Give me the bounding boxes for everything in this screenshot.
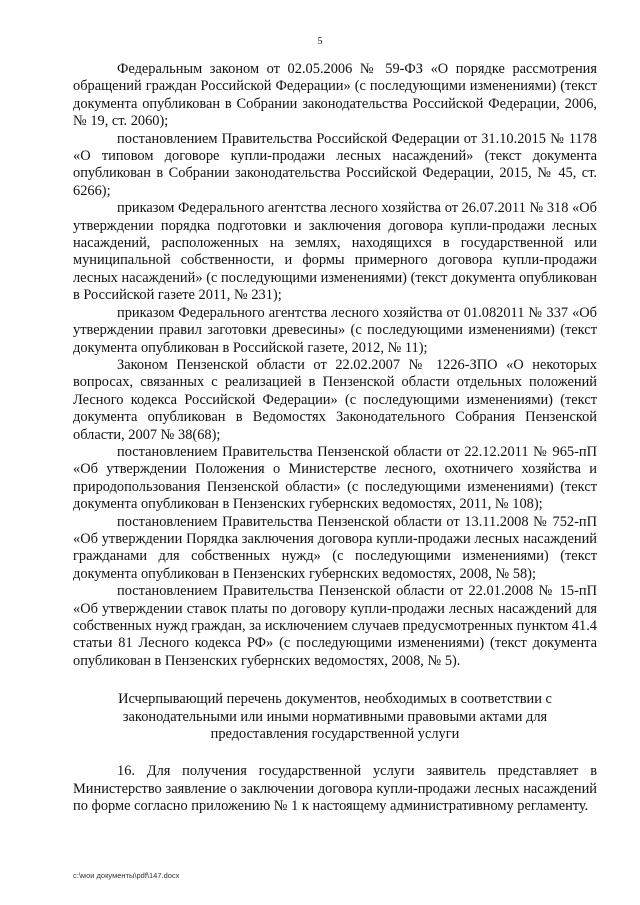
paragraph-16: 16. Для получения государственной услуги заявитель представляет в Министерство заявление о заключении договора купли-продажи лесных насаждений по форме согласно приложению № 1 к настоящему административному регламенту. (73, 763, 597, 815)
legal-basis-item: приказом Федерального агентства лесного хозяйства от 01.082011 № 337 «Об утверждении правил заготовки древесины» (с последующими изменениями) (текст документа опубликован в Российской газете, 2012, № 11); (73, 304, 597, 356)
legal-basis-item: постановлением Правительства Пензенской области от 13.11.2008 № 752-пП «Об утверждении Порядка заключения договора купли-продажи лесных насаждений гражданами для собственных нужд» (с последующими изменениями) (текст документа опубликован в Пензенских губернских ведомостях, 2008, № 58); (73, 513, 597, 582)
page-number: 5 (317, 36, 323, 47)
legal-basis-item: Законом Пензенской области от 22.02.2007 № 1226-ЗПО «О некоторых вопросах, связанных с реализацией в Пензенской области отдельных положений Лесного кодекса Российской Федерации» (с последующими изменениями) (текст документа опубликован в Ведомостях Законодательного Собрания Пензенской области, 2007 № 38(68); (73, 356, 597, 443)
legal-basis-item: постановлением Правительства Российской Федерации от 31.10.2015 № 1178 «О типовом договоре купли-продажи лесных насаждений» (текст документа опубликован в Собрании законодательства Российской Федерации, 2015, № 45, ст. 6266); (73, 130, 597, 199)
section-heading: Исчерпывающий перечень документов, необходимых в соответствии с законодательными или иными нормативными правовыми актами для предоставления государственной услуги (118, 691, 552, 743)
legal-basis-item: постановлением Правительства Пензенской области от 22.12.2011 № 965-пП «Об утверждении Положения о Министерстве лесного, охотничего хозяйства и природопользования Пензенской области» (с последующими изменениями) (текст документа опубликован в Пензенских губернских ведомостях, 2011, № 108); (73, 443, 597, 513)
file-path-footer: c:\мои документы\pdf\147.docx (73, 871, 180, 880)
legal-basis-item: постановлением Правительства Пензенской области от 22.01.2008 № 15-пП «Об утверждении ставок платы по договору купли-продажи лесных насаждений для собственных нужд граждан, за исключением случаев предусмотренных пунктом 41.4 статьи 81 Лесного кодекса РФ» (с последующими изменениями) (текст документа опубликован в Пензенских губернских ведомостях, 2008, № 5). (73, 583, 597, 669)
document-body (73, 61, 597, 816)
legal-basis-item: Федеральным законом от 02.05.2006 № 59-ФЗ «О порядке рассмотрения обращений граждан Российской Федерации» (с последующими изменениями) (текст документа опубликован в Собрании законодательства Российской Федерации, 2006, № 19, ст. 2060); (73, 61, 597, 130)
legal-basis-item: приказом Федерального агентства лесного хозяйства от 26.07.2011 № 318 «Об утверждении порядка подготовки и заключения договора купли-продажи лесных насаждений, расположенных на землях, находящихся в государственной или муниципальной собственности, и формы примерного договора купли-продажи лесных насаждений» (с последующими изменениями) (текст документа опубликован в Российской газете 2011, № 231); (73, 200, 597, 304)
